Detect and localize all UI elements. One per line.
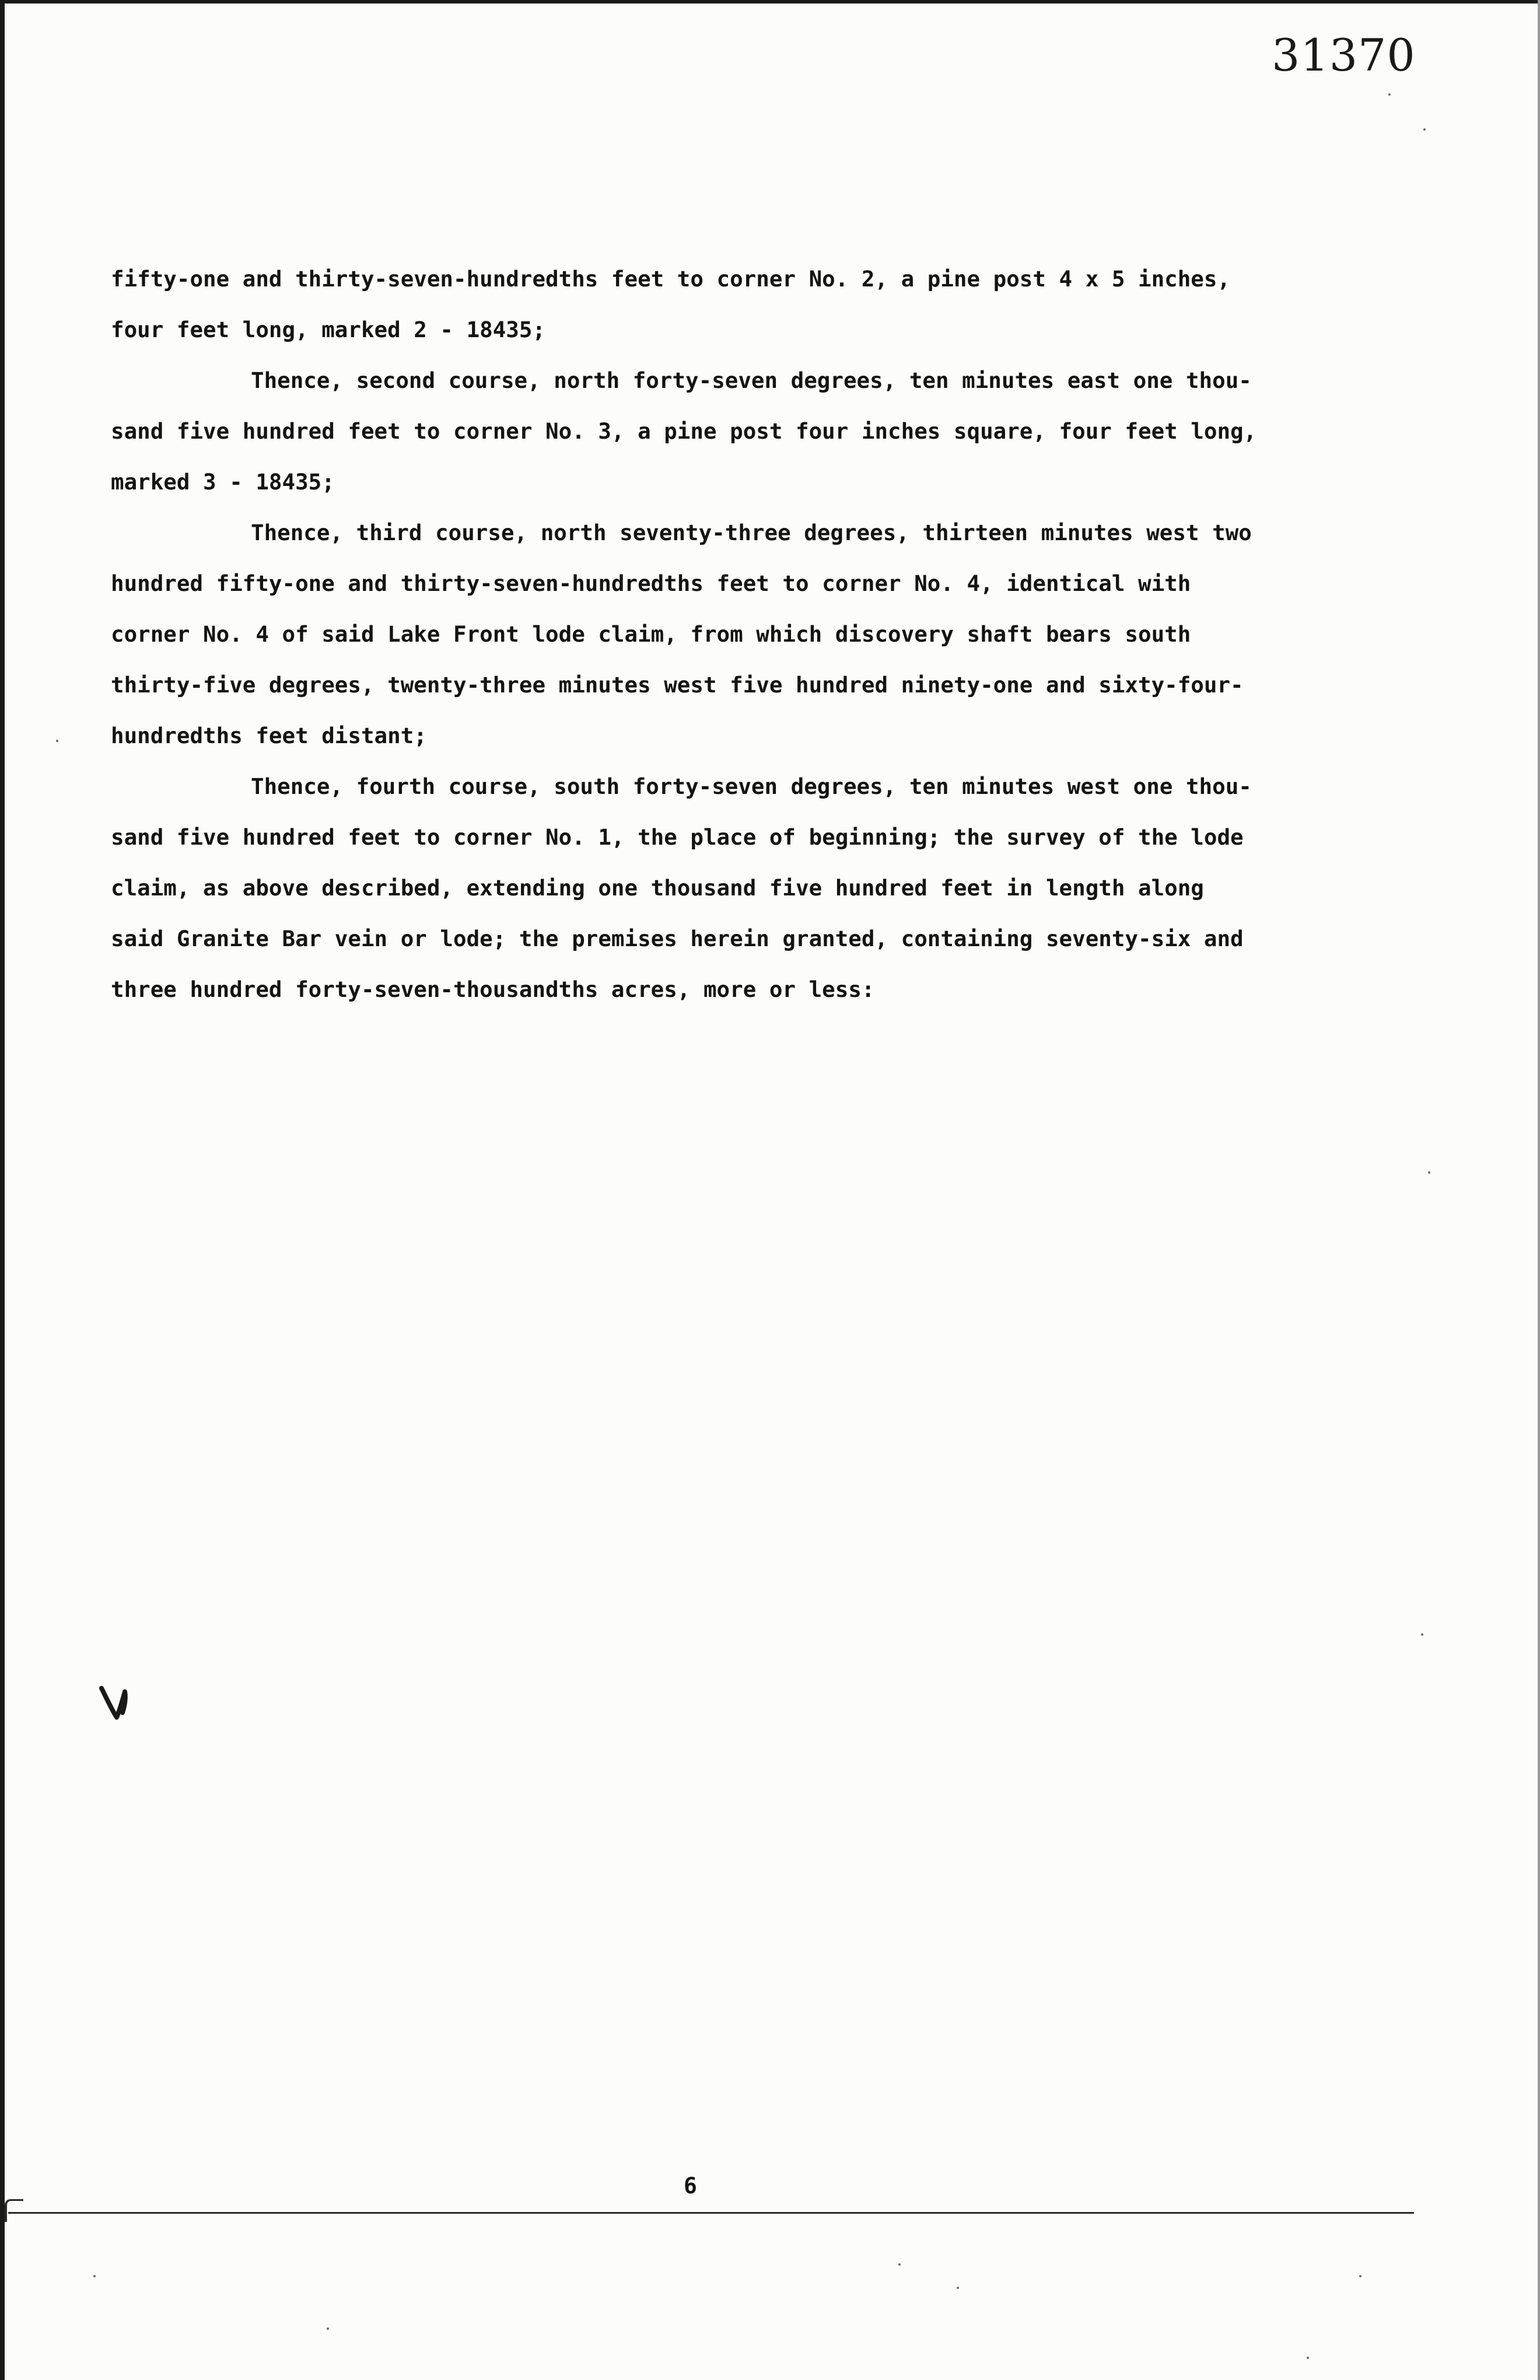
text-line: corner No. 4 of said Lake Front lode claim, from which discovery shaft bears south	[111, 621, 1191, 647]
scan-speck	[1359, 2275, 1362, 2277]
text-line: hundredths feet distant;	[111, 723, 427, 748]
text-line: Thence, third course, north seventy-three degrees, thirteen minutes west two	[251, 520, 1252, 545]
scan-speck	[1423, 128, 1426, 131]
text-line: claim, as above described, extending one thousand five hundred feet in length along	[111, 875, 1204, 901]
scan-speck	[56, 740, 58, 742]
scan-speck	[957, 2287, 959, 2289]
scan-speck	[1428, 1171, 1430, 1174]
text-line: Thence, second course, north forty-seven degrees, ten minutes east one thou-	[251, 368, 1252, 393]
text-line: marked 3 - 18435;	[111, 469, 335, 495]
scan-speck	[93, 2275, 96, 2277]
scan-speck	[1388, 93, 1391, 96]
scan-border-top	[0, 0, 1540, 4]
text-line: Thence, fourth course, south forty-seven degrees, ten minutes west one thou-	[251, 774, 1252, 799]
text-line: hundred fifty-one and thirty-seven-hundredths feet to corner No. 4, identical with	[111, 570, 1191, 596]
text-line: fifty-one and thirty-seven-hundredths feet to corner No. 2, a pine post 4 x 5 inches,	[111, 266, 1231, 292]
text-line: thirty-five degrees, twenty-three minutes west five hundred ninety-one and sixty-four-	[111, 672, 1244, 698]
scan-speck	[898, 2263, 901, 2266]
scan-corner-mark	[5, 2199, 23, 2222]
text-line: four feet long, marked 2 - 18435;	[111, 317, 546, 342]
document-number: 31370	[1272, 29, 1416, 81]
text-line: sand five hundred feet to corner No. 3, a pine post four inches square, four feet long,	[111, 418, 1257, 444]
document-body	[111, 254, 1348, 1015]
text-line: said Granite Bar vein or lode; the premises herein granted, containing seventy-six and	[111, 926, 1244, 951]
text-line: three hundred forty-seven-thousandths acres, more or less:	[111, 977, 875, 1002]
scan-border-left	[0, 0, 5, 2380]
scan-speck	[327, 2328, 329, 2330]
scan-border-right	[1538, 0, 1540, 2380]
bottom-rule	[8, 2212, 1414, 2214]
scan-speck	[1307, 2357, 1309, 2359]
page-number: 6	[684, 2173, 697, 2199]
handwritten-check-mark	[99, 1680, 134, 1727]
text-line: sand five hundred feet to corner No. 1, the place of beginning; the survey of the lode	[111, 824, 1244, 850]
scan-speck	[1421, 1633, 1423, 1636]
